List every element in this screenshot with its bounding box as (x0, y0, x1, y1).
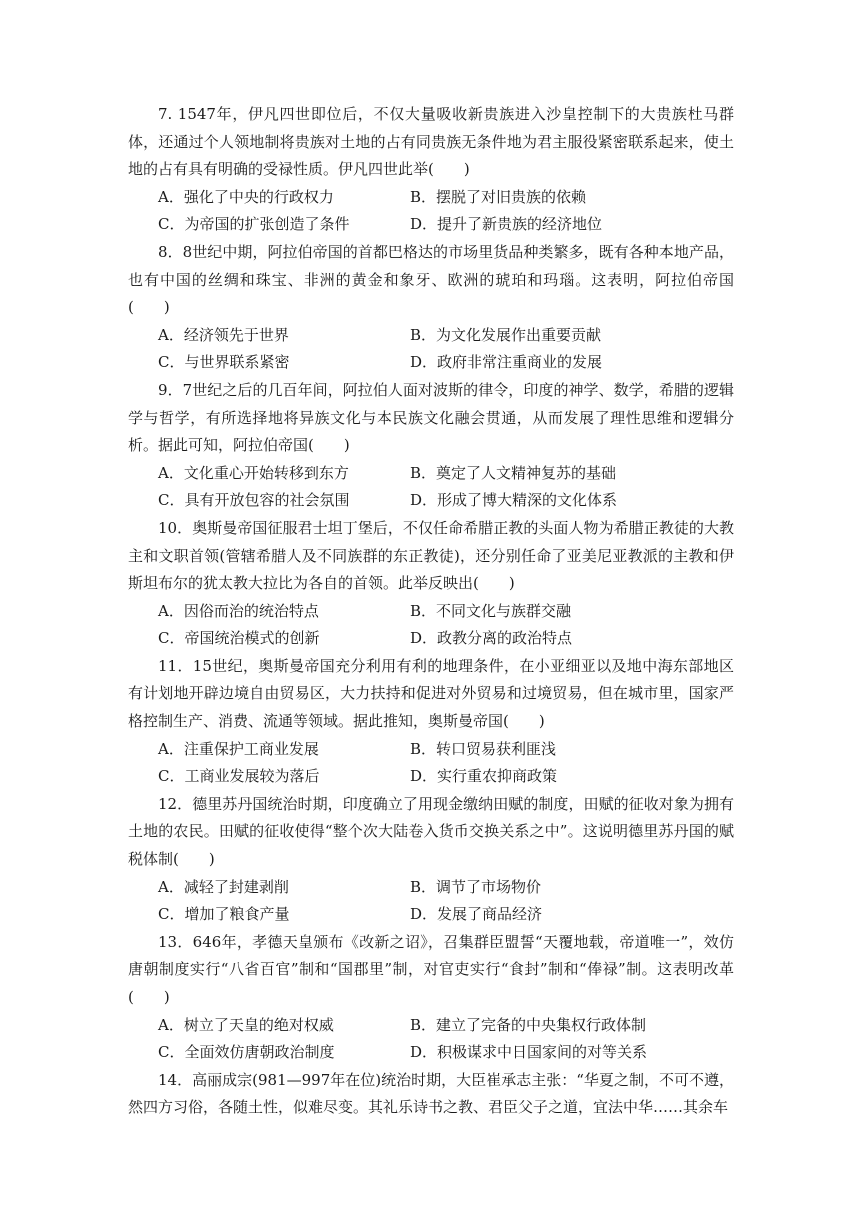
question-list (128, 101, 734, 1122)
option-a: A．注重保护工商业发展 (158, 739, 319, 758)
question-stem: 13．646年，孝德天皇颁布《改新之诏》，召集群臣盟誓“天覆地载，帝道唯一”，效仿唐朝制度实行“八省百官”制和“国郡里”制，对官吏实行“食封”制和“俸禄”制。这表明改革( ) (128, 932, 734, 1006)
question-stem: 10．奥斯曼帝国征服君士坦丁堡后，不仅任命希腊正教的头面人物为希腊正教徒的大教主和文职首领(管辖希腊人及不同族群的东正教徒)，还分别任命了亚美尼亚教派的主教和伊斯坦布尔的犹太教大拉比为各自的首领。此举反映出( ) (128, 518, 734, 593)
answer-options (128, 322, 734, 377)
question-7 (128, 101, 734, 239)
option-a: A．因俗而治的统治特点 (158, 601, 319, 620)
option-b: B．建立了完备的中央集权行政体制 (410, 1015, 647, 1034)
option-d: D．政教分离的政治特点 (410, 629, 573, 648)
question-stem: 12．德里苏丹国统治时期，印度确立了用现金缴纳田赋的制度，田赋的征收对象为拥有土地的农民。田赋的征收使得“整个次大陆卷入货币交换关系之中”。这说明德里苏丹国的赋税体制( ) (128, 794, 734, 869)
option-b: B．不同文化与族群交融 (410, 601, 572, 620)
question-stem: 11．15世纪，奥斯曼帝国充分利用有利的地理条件，在小亚细亚以及地中海东部地区有计划地开辟边境自由贸易区，大力扶持和促进对外贸易和过境贸易，但在城市里，国家严格控制生产、消费、流通等领域。据此推知，奥斯曼帝国( ) (128, 656, 734, 731)
answer-options (128, 874, 734, 929)
option-c: C．增加了粮食产量 (158, 905, 290, 924)
option-c: C．全面效仿唐朝政治制度 (158, 1043, 335, 1062)
option-c: C．具有开放包容的社会氛围 (158, 491, 350, 510)
option-b: B．奠定了人文精神复苏的基础 (410, 463, 617, 482)
option-d: D．形成了博大精深的文化体系 (410, 491, 618, 510)
option-a: A．树立了天皇的绝对权威 (158, 1015, 334, 1034)
option-c: C．工商业发展较为落后 (158, 767, 320, 786)
option-a: A．经济领先于世界 (158, 325, 289, 344)
option-b: B．调节了市场物价 (410, 877, 542, 896)
question-stem: 14．高丽成宗(981—997年在位)统治时期，大臣崔承志主张：“华夏之制，不可不遵，然四方习俗，各随土性，似难尽变。其礼乐诗书之教、君臣父子之道，宜法中华……其余车 (128, 1070, 734, 1117)
question-stem: 7. 1547年，伊凡四世即位后，不仅大量吸收新贵族进入沙皇控制下的大贵族杜马群体，还通过个人领地制将贵族对土地的占有同贵族无条件地为君主服役紧密联系起来，使土地的占有具有明确的受禄性质。伊凡四世此举( ) (128, 105, 734, 179)
option-d: D．积极谋求中日国家间的对等关系 (410, 1043, 648, 1062)
answer-options (128, 736, 734, 791)
answer-options (128, 460, 734, 515)
option-d: D．提升了新贵族的经济地位 (410, 215, 603, 234)
option-d: D．政府非常注重商业的发展 (410, 353, 603, 372)
question-10 (128, 515, 734, 653)
question-stem: 8．8世纪中期，阿拉伯帝国的首都巴格达的市场里货品种类繁多，既有各种本地产品，也有中国的丝绸和珠宝、非洲的黄金和象牙、欧洲的琥珀和玛瑙。这表明，阿拉伯帝国( ) (128, 242, 734, 317)
option-b: B．转口贸易获利匪浅 (410, 739, 557, 758)
option-b: B．摆脱了对旧贵族的依赖 (410, 187, 587, 206)
answer-options (128, 184, 734, 239)
option-c: C．为帝国的扩张创造了条件 (158, 215, 350, 234)
option-c: C．帝国统治模式的创新 (158, 629, 320, 648)
question-13 (128, 929, 734, 1067)
option-d: D．实行重农抑商政策 (410, 767, 558, 786)
option-a: A．减轻了封建剥削 (158, 877, 289, 896)
option-a: A．文化重心开始转移到东方 (158, 463, 349, 482)
option-b: B．为文化发展作出重要贡献 (410, 325, 602, 344)
question-12 (128, 791, 734, 929)
answer-options (128, 598, 734, 653)
question-stem: 9．7世纪之后的几百年间，阿拉伯人面对波斯的律令，印度的神学、数学，希腊的逻辑学与哲学，有所选择地将异族文化与本民族文化融会贯通，从而发展了理性思维和逻辑分析。据此可知，阿拉伯帝国( ) (128, 380, 734, 455)
question-8 (128, 239, 734, 377)
option-a: A．强化了中央的行政权力 (158, 187, 334, 206)
answer-options (128, 1012, 734, 1067)
question-11 (128, 653, 734, 791)
option-c: C．与世界联系紧密 (158, 353, 290, 372)
question-9 (128, 377, 734, 515)
option-d: D．发展了商品经济 (410, 905, 543, 924)
question-14 (128, 1067, 734, 1122)
